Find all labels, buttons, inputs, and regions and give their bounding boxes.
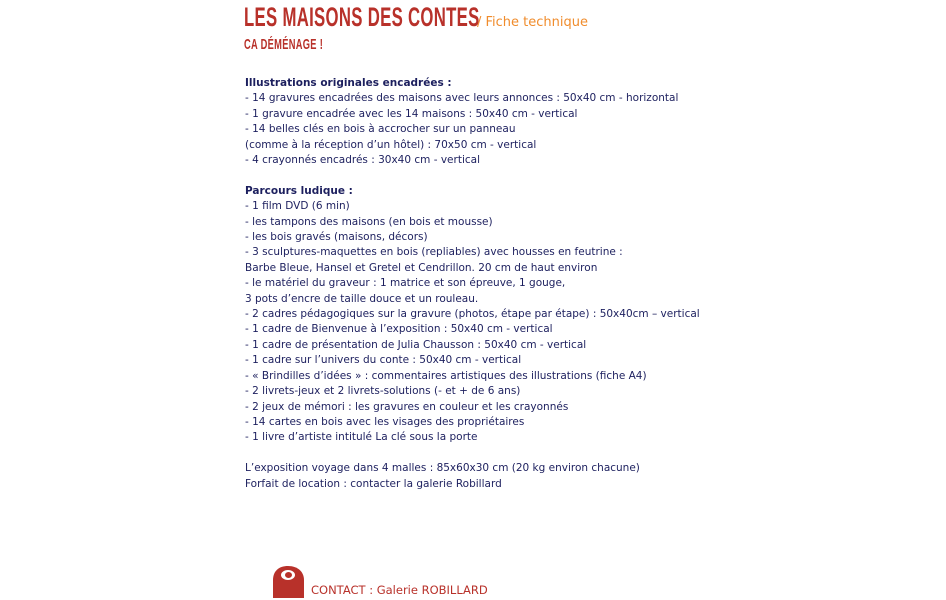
section-heading: Illustrations originales encadrées : xyxy=(245,77,452,89)
page-header xyxy=(244,2,844,53)
section-parcours-ludique xyxy=(245,184,885,446)
section-transport xyxy=(245,461,885,492)
list-item: - 1 cadre de présentation de Julia Chausson : 50x40 cm - vertical xyxy=(245,338,587,351)
rental-info: Forfait de location : contacter la galerie Robillard xyxy=(245,477,502,490)
list-item: (comme à la réception d’un hôtel) : 70x50 cm - vertical xyxy=(245,138,537,151)
section-heading: Parcours ludique : xyxy=(245,184,353,197)
technical-sheet-content xyxy=(245,76,885,492)
list-item: - 14 gravures encadrées des maisons avec leurs annonces : 50x40 cm - horizontal xyxy=(245,92,679,105)
page-tagline: CA DÉMÉNAGE ! xyxy=(244,36,324,53)
list-item: - 4 crayonnés encadrés : 30x40 cm - vertical xyxy=(245,154,480,167)
list-item: - 2 jeux de mémori : les gravures en couleur et les crayonnés xyxy=(245,400,569,413)
list-item: - les bois gravés (maisons, décors) xyxy=(245,231,428,244)
list-item: 3 pots d’encre de taille douce et un rouleau. xyxy=(245,292,479,305)
list-item: - 3 sculptures-maquettes en bois (repliables) avec housses en feutrine : xyxy=(245,246,623,259)
list-item: - 1 livre d’artiste intitulé La clé sous la porte xyxy=(245,431,478,444)
list-item: - 14 cartes en bois avec les visages des propriétaires xyxy=(245,415,525,428)
list-item: - « Brindilles d’idées » : commentaires artistiques des illustrations (fiche A4) xyxy=(245,369,647,382)
list-item: - 14 belles clés en bois à accrocher sur un panneau xyxy=(245,123,516,136)
list-item: - 2 livrets-jeux et 2 livrets-solutions (- et + de 6 ans) xyxy=(245,385,521,398)
page-title: LES MAISONS DES CONTES xyxy=(244,2,480,32)
spacer xyxy=(245,168,885,183)
list-item: - 1 cadre de Bienvenue à l’exposition : 50x40 cm - vertical xyxy=(245,323,553,336)
list-item: Barbe Bleue, Hansel et Gretel et Cendrillon. 20 cm de haut environ xyxy=(245,261,598,274)
spacer xyxy=(245,446,885,461)
page-subtitle: / Fiche technique xyxy=(477,15,588,30)
speech-bubble-icon xyxy=(273,566,304,598)
section-illustrations xyxy=(245,76,885,168)
list-item: - 1 gravure encadrée avec les 14 maisons : 50x40 cm - vertical xyxy=(245,107,578,120)
list-item: - 1 cadre sur l’univers du conte : 50x40 cm - vertical xyxy=(245,354,522,367)
list-item: - 2 cadres pédagogiques sur la gravure (photos, étape par étape) : 50x40cm – vertical xyxy=(245,308,700,321)
contact-link[interactable] xyxy=(273,566,488,598)
contact-label[interactable]: CONTACT : Galerie ROBILLARD xyxy=(311,583,488,597)
list-item: - les tampons des maisons (en bois et mousse) xyxy=(245,215,493,228)
list-item: - 1 film DVD (6 min) xyxy=(245,200,350,213)
list-item: - le matériel du graveur : 1 matrice et son épreuve, 1 gouge, xyxy=(245,277,566,290)
transport-info: L’exposition voyage dans 4 malles : 85x60x30 cm (20 kg environ chacune) xyxy=(245,462,640,475)
